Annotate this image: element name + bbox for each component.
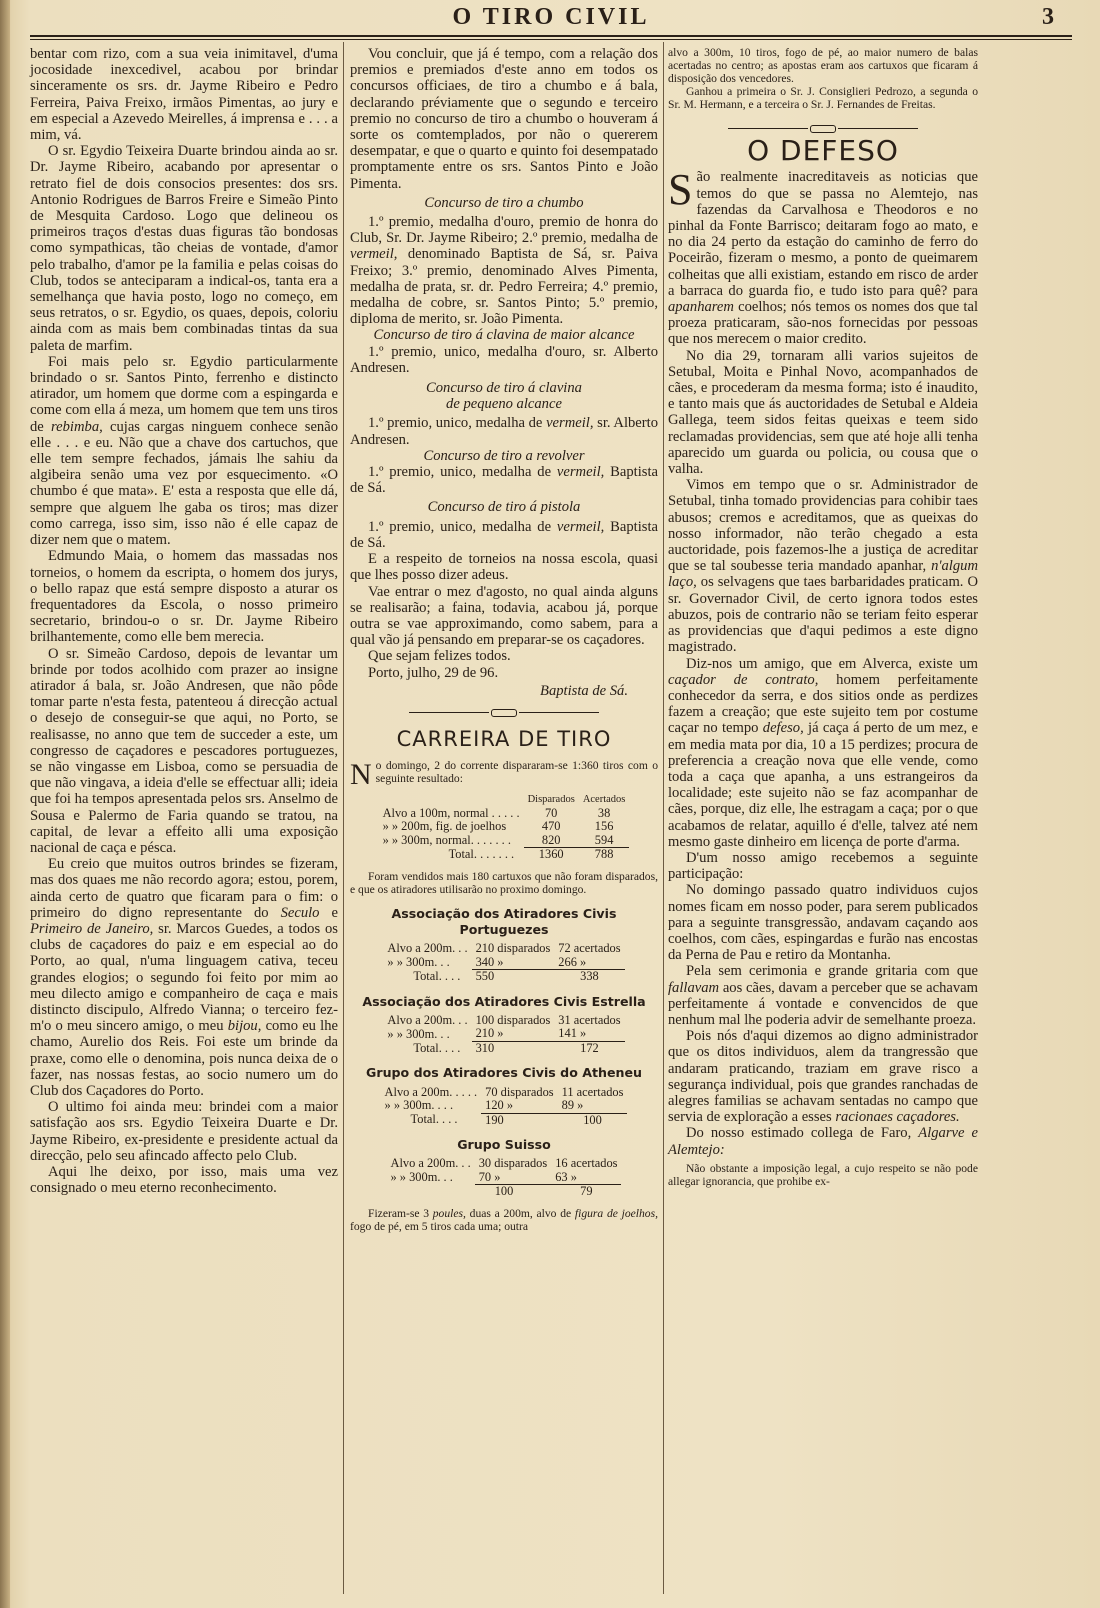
paragraph: No domingo passado quatro individuos cujos nomes ficam em nosso poder, para serem publicados para a seguinte transgressão, andavam caçando aos coelhos, com cães, espingardas e furão nas encostas da Perna de Pau e retiro da Montanha. xyxy=(668,882,978,964)
paragraph: Não obstante a imposição legal, a cujo respeito se não pode allegar ignorancia, que prohibe ex- xyxy=(668,1161,978,1188)
group-table xyxy=(387,1157,622,1199)
paragraph: Vimos em tempo que o sr. Administrador de Setubal, tinha tomado providencias para cohibir taes abusos; cremos e acreditamos, que as queixas do nosso informador, não terão chegado a esta auctoridade, pois fazemos-lhe a justiça de acreditar que se tal soubesse teria mandado apanhar, n'algum laço, os selvagens que taes barbaridades praticam. O sr. Governador Civil, de certo ignora todos estes abuzos, pois de contrario não se teriam feito esperar as providencias que d'aqui pedimos a este digno magistrado. xyxy=(668,477,978,656)
column-1 xyxy=(30,46,338,1196)
table-row: » » 300m, normal. . . . . . . 820 594 xyxy=(382,832,614,848)
paragraph: Pela sem cerimonia e grande gritaria com que fallavam aos cães, davam a perceber que se achavam perfeitamente á vontade e convencidos de que nenhum mal lhe poderia advir de semelhante proeza. xyxy=(668,963,978,1028)
section-title: O DEFESO xyxy=(747,134,899,168)
drop-cap: S xyxy=(668,165,693,215)
paragraph: Ganhou a primeira o Sr. J. Consiglieri Pedrozo, a segunda o Sr. M. Hermann, e a terceira o Sr. J. Fernandes de Freitas. xyxy=(668,85,978,111)
table-total: Total. . . . 310 172 xyxy=(383,1041,624,1055)
paragraph: 1.º premio, unico, medalha de vermeil, Baptista de Sá. xyxy=(350,464,658,497)
signature: Baptista de Sá. xyxy=(540,682,628,699)
paragraph: Foi mais pelo sr. Egydio particularmente brindado o sr. Santos Pinto, ferrenho e distincto atirador, um homem que dorme com a espingarda e come com ella á meza, um homem que tem uns tiros de rebimba, cujas cargas ninguem conhece senão elle . . . e eu. Não que a chave dos cartuchos, que elle tem sempre fechados, jámais lhe sahiu da algibeira senão uma vez por esquecimento. «O chumbo é que mata». E' esta a resposta que elle dá, sempre que alguem lhe gaba os tiros; mas dizer como carrega, isso sim, isso não é elle capaz de dizer nem que o matem. xyxy=(30,353,338,549)
table-total: Total. . . . 190 100 xyxy=(381,1113,628,1127)
table-header: Disparados Acertados xyxy=(527,794,626,806)
column-divider-2 xyxy=(663,42,664,1594)
paragraph: Vou concluir, que já é tempo, com a relação dos premios e premiados d'este anno em todos os concursos officiaes, de tiro a chumbo e á bala, declarando préviamente que o segundo e terceiro premio no concurso de tiro a chumbo o houveram á sorte os comtemplados, por não o quererem desempatar, e que o quarto e quinto foi desempatado promptamente entre os srs. Santos Pinto e João Pimenta. xyxy=(350,46,658,192)
paragraph: bentar com rizo, com a sua veia inimitavel, d'uma jocosidade inexcedivel, acabou por brindar sinceramente os srs. dr. Jayme Ribeiro e Pedro Ferreira, Paiva Freixo, irmãos Pimentas, ao jury e em especial a Azevedo Meirelles, á imprensa e . . . a mim, vá. xyxy=(30,46,338,144)
table-row: » » 300m. . . 70 » 63 » xyxy=(390,1169,577,1185)
header-rule xyxy=(30,35,1072,37)
contest-heading: Concurso de tiro a revolver xyxy=(423,447,585,464)
contest-heading: Concurso de tiro á pistola xyxy=(427,499,581,516)
paragraph: Foram vendidos mais 180 cartuxos que não foram disparados, e que os atiradores utilisarão no proximo domingo. xyxy=(350,869,658,896)
paragraph: alvo a 300m, 10 tiros, fogo de pé, ao maior numero de balas acertadas no centro; as apostas eram aos cartuxos que ficaram á disposição dos vencedores. xyxy=(668,46,978,85)
table-row: » » 300m. . . 340 » 266 » xyxy=(387,954,587,969)
group-heading: Associação dos Atiradores Civis Estrella xyxy=(362,993,646,1009)
column-divider-1 xyxy=(343,42,344,1594)
paragraph: O sr. Simeão Cardoso, depois de levantar um brinde por todos acolhido com prazer ao insigne atirador á bala, sr. João Andresen, que não pôde tomar parte n'esta festa, patenteou á direcção actual o desejo de conseguir-se que aqui, no Porto, se realisasse, no anno que tem de succeder a este, um congresso de caçadores e pescadores portuguezes, se não vingasse em Lisboa, como se persuadia de que não vingava, a ideia d'elle se effectuar alli; ideia que foi ha tempos apresentada pelos srs. Anselmo de Sousa e Palermo de Faria quando se tratou, na capital, de levar a effeito alli uma exposição nacional de caça e pésca. xyxy=(30,645,338,856)
paragraph: No dia 29, tornaram alli varios sujeitos de Setubal, Moita e Pinhal Novo, acompanhados de cães, e procederam da mesma forma; isto é inaudito, e tanto mais que ás auctoridades de Setubal e Aldeia Gallega, teem sidos feitas queixas e teem sido reclamadas providencias, sem que até hoje alli tenha aparecido um guarda ou policia, ou cousa que o valha. xyxy=(668,347,978,478)
table-row: Alvo a 200m. . . 210 disparados 72 acertados xyxy=(387,941,621,956)
page-header xyxy=(30,4,1072,32)
table-row: Alvo a 200m. . . 100 disparados 31 acertados xyxy=(387,1012,621,1027)
page-number: 3 xyxy=(1042,4,1054,30)
group-table xyxy=(381,1086,628,1128)
newspaper-title: O TIRO CIVIL xyxy=(452,4,650,30)
table-total: 100 79 xyxy=(387,1185,622,1199)
contest-heading: Concurso de tiro a chumbo xyxy=(424,194,584,211)
ornament-divider xyxy=(350,705,658,721)
paragraph: Que sejam felizes todos. xyxy=(368,648,511,665)
group-heading: Grupo dos Atiradores Civis do Atheneu xyxy=(366,1065,642,1081)
paragraph: E a respeito de torneios na nossa escola, quasi que lhes posso dizer adeus. xyxy=(350,551,658,584)
group-table xyxy=(383,1014,624,1056)
table-total: Total. . . . . . . 1360 788 xyxy=(379,848,630,862)
paragraph: O ultimo foi ainda meu: brindei com a maior satisfação aos srs. Egydio Teixeira Duarte e Dr. Jayme Ribeiro, ex-presidente e presidente actual da direcção, pelo seu afincado affecto pelo Club. xyxy=(30,1099,338,1164)
paragraph: Edmundo Maia, o homem das massadas nos torneios, o homem da escripta, o homem dos jurys, o bello rapaz que está sempre disposto a aturar os frequentadores da Escola, o nosso primeiro secretario, brindou-o o sr. Dr. Jayme Ribeiro brilhantemente, como elle bem merecia. xyxy=(30,548,338,646)
table-row: Alvo a 200m. . . 30 disparados 16 acertados xyxy=(390,1156,618,1171)
paragraph: São realmente inacreditaveis as noticias que temos do que se passa no Alemtejo, nas fazendas da Carvalhosa e Theodoros e no pinhal da Fonte Barrisco; deitaram fogo ao mato, e no dia 24 perto da estação do caminho de ferro do Poceirão, fizeram o mesmo, a ponto de queimarem colheitas que alli existiam, estando em risco de arder a barraca do guarda fio, e tudo isto para quê? para apanharem coelhos; nós temos os nomes dos que tal proeza praticaram, são-nos fornecidas por pessoas que nos merecem o maior credito. xyxy=(668,165,978,348)
contest-heading: de pequeno alcance xyxy=(446,396,562,413)
paragraph: Pois nós d'aqui dizemos ao digno administrador que os ditos individuos, alem da trangressão que andaram praticando, traziam em grave risco a segurança individual, pois que grandes ranchadas de alegres familias se achavam sentadas no campo que servia de exploração a esses racionaes caçadores. xyxy=(668,1028,978,1126)
paragraph: 1.º premio, unico, medalha de vermeil, sr. Alberto Andresen. xyxy=(350,415,658,448)
dateline: Porto, julho, 29 de 96. xyxy=(368,664,499,681)
paragraph: 1.º premio, unico, medalha d'ouro, sr. Alberto Andresen. xyxy=(350,343,658,376)
group-table xyxy=(383,942,624,984)
table-row: Alvo a 100m, normal . . . . . 70 38 xyxy=(382,805,611,820)
paragraph: Vae entrar o mez d'agosto, no qual ainda alguns se realisarão; a faina, todavia, acabou já, porque outra se vae approximando, como sabem, para a qual vão já pensando em preparar-se os caçadores. xyxy=(350,583,658,649)
paragraph: D'um nosso amigo recebemos a seguinte participação: xyxy=(668,849,978,883)
contest-heading: Concurso de tiro á clavina xyxy=(426,380,582,397)
paragraph: Do nosso estimado collega de Faro, Algarve e Alemtejo: xyxy=(668,1125,978,1158)
table-total: Total. . . . 550 338 xyxy=(383,970,624,984)
intro-paragraph: No domingo, 2 do corrente dispararam-se 1:360 tiros com o seguinte resultado: xyxy=(350,758,658,792)
column-2 xyxy=(350,46,658,1233)
group-heading: Associação dos Atiradores Civis Portuguezes xyxy=(391,905,617,938)
paragraph: O sr. Egydio Teixeira Duarte brindou ainda ao sr. Dr. Jayme Ribeiro, acabando por apresentar o retrato fiel de dois consocios presentes: dos srs. Antonio Rodrigues de Barros Freire e Simeão Pinto de Mesquita Cardoso. Logo que delineou os primeiros traços d'estas duas figuras tão bondosas como sympathicas, tão cheias de vontade, d'amor pelo trabalho, d'amor pe la familia e pelas coisas do Club, todos se anteciparam a indical-os, tanta era a semelhança que havia posto, logo no começo, em seus retratos, o sr. Egydio, os quaes, depois, coloriu ainda com as mais bem combinadas tintas da sua paleta de marfim. xyxy=(30,143,338,354)
table-row: » » 200m, fig. de joelhos 470 156 xyxy=(382,819,614,834)
paragraph: Diz-nos um amigo, que em Alverca, existe um caçador de contrato, homem perfeitamente conhecedor da serra, e dos sitios onde as perdizes fazem a creação; que este sujeito tem por costume caçar no tempo defeso, já caça á perto de um mez, e em media mata por dia, 10 a 15 perdizes; procura de preferencia a creação nova que elle vende, como toda a caça que apanha, a uns estrangeiros da localidade; este sujeito não se faz acompanhar de cães, porque, diz elle, lhe estragam a caça; por o que acabamos de relatar, aquillo é d'elle, talvez até nem mesmo gaste dinheiro em licença de porte d'arma. xyxy=(668,655,978,850)
header-rule-thin xyxy=(30,39,1072,40)
table-row: Alvo a 200m. . . . . 70 disparados 11 acertados xyxy=(384,1084,624,1099)
results-table xyxy=(379,793,630,862)
paragraph: Eu creio que muitos outros brindes se fizeram, mas dos quaes me não recordo agora; estou, porem, ainda certo de quatro que ficaram para o fim: o primeiro do digno representante do Seculo e Primeiro de Janeiro, sr. Marcos Guedes, a todos os clubs de caçadores do paiz e em especial ao do Porto, ao qual, n'uma linguagem cativa, teceu grandes elogios; o segundo foi feito por mim ao meu dilecto amigo e companheiro de caça e mais distincto discipulo, Alfredo Vianna; o terceiro fez-m'o o meu sincero amigo, o meu bijou, como eu lhe chamo, Aurelio dos Reis. Foi este um brinde da praxe, como elle o denomina, pois nunca deixa de o fazer, nas nossas festas, ao socio numero um do Club dos Caçadores do Porto. xyxy=(30,856,338,1099)
contest-heading: Concurso de tiro á clavina de maior alcance xyxy=(373,327,635,344)
column-3 xyxy=(668,46,978,1188)
table-row: » » 300m. . . 210 » 141 » xyxy=(387,1026,587,1041)
paragraph: 1.º premio, medalha d'ouro, premio de honra do Club, Sr. Dr. Jayme Ribeiro; 2.º premio, medalha de vermeil, denominado Baptista de Sá, sr. Paiva Freixo; 3.º premio, denominado Alves Pimenta, medalha de prata, sr. dr. Pedro Ferreira; 4.º premio, medalha de cobre, sr. Santos Pinto; 5.º premio, diploma de merito, sr. João Pimenta. xyxy=(350,214,658,328)
paragraph: Aqui lhe deixo, por isso, mais uma vez consignado o meu eterno reconhecimento. xyxy=(30,1164,338,1197)
group-heading: Grupo Suisso xyxy=(457,1137,551,1153)
section-title: CARREIRA DE TIRO xyxy=(396,727,612,752)
paragraph: Fizeram-se 3 poules, duas a 200m, alvo de figura de joelhos, fogo de pé, em 5 tiros cada uma; outra xyxy=(350,1206,658,1233)
table-row: » » 300m. . . . 120 » 89 » xyxy=(384,1098,584,1113)
paragraph: 1.º premio, unico, medalha de vermeil, Baptista de Sá. xyxy=(350,518,658,551)
